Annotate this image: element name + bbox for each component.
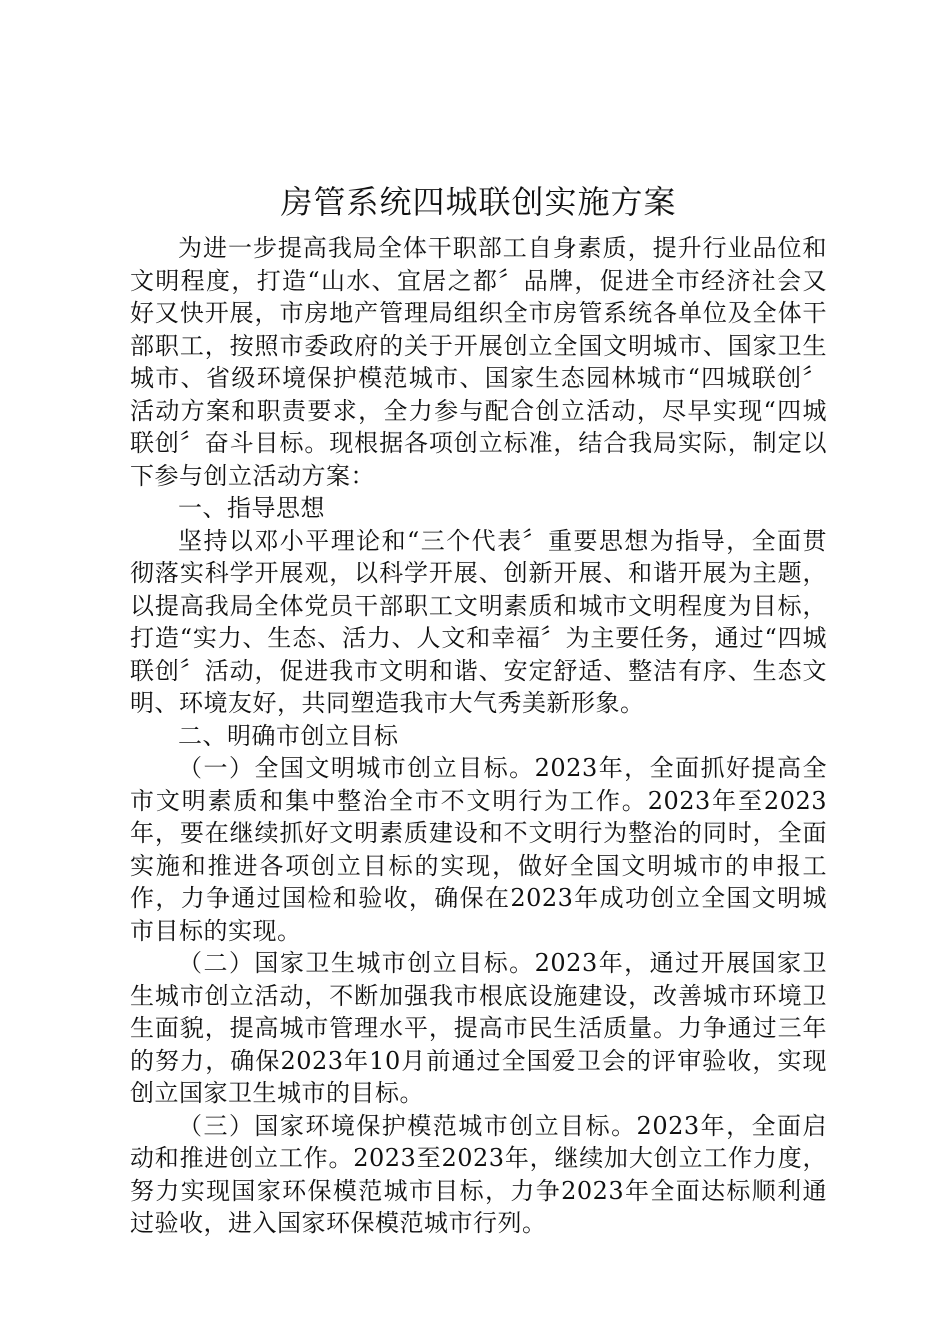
goal-environmental-city-paragraph: （三）国家环境保护模范城市创立目标。2023年，全面启动和推进创立工作。2023至2023年，继续加大创立工作力度，努力实现国家环保模范城市目标，力争2023年全面达标顺利通过验收，进入国家环保模范城市行列。 xyxy=(130,1111,827,1237)
document-page xyxy=(130,178,827,1240)
section-heading-goals: 二、明确市创立目标 xyxy=(178,721,399,750)
section-heading-guiding-ideology: 一、指导思想 xyxy=(178,494,325,522)
document-title: 房管系统四城联创实施方案 xyxy=(280,183,677,221)
intro-paragraph: 为进一步提高我局全体干职部工自身素质，提升行业品位和文明程度，打造“山水、宜居之都〞品牌，促进全市经济社会又好又快开展，市房地产管理局组织全市房管系统各单位及全体干部职工，按照市委政府的关于开展创立全国文明城市、国家卫生城市、省级环境保护模范城市、国家生态园林城市“四城联创〞活动方案和职责要求，全力参与配合创立活动，尽早实现“四城联创〞奋斗目标。现根据各项创立标准，结合我局实际，制定以下参与创立活动方案： xyxy=(130,234,827,490)
goal-civilized-city-paragraph: （一）全国文明城市创立目标。2023年，全面抓好提高全市文明素质和集中整治全市不文明行为工作。2023年至2023年，要在继续抓好文明素质建设和不文明行为整治的同时，全面实施和推进各项创立目标的实现，做好全国文明城市的申报工作，力争通过国检和验收，确保在2023年成功创立全国文明城市目标的实现。 xyxy=(130,754,827,945)
guiding-ideology-paragraph: 坚持以邓小平理论和“三个代表〞重要思想为指导，全面贯彻落实科学开展观，以科学开展、创新开展、和谐开展为主题，以提高我局全体党员干部职工文明素质和城市文明程度为目标，打造“实力、生态、活力、人文和幸福〞为主要任务，通过“四城联创〞活动，促进我市文明和谐、安定舒适、整洁有序、生态文明、环境友好，共同塑造我市大气秀美新形象。 xyxy=(130,526,827,717)
goal-sanitary-city-paragraph: （二）国家卫生城市创立目标。2023年，通过开展国家卫生城市创立活动，不断加强我市根底设施建设，改善城市环境卫生面貌，提高城市管理水平，提高市民生活质量。力争通过三年的努力，确保2023年10月前通过全国爱卫会的评审验收，实现创立国家卫生城市的目标。 xyxy=(130,949,827,1107)
